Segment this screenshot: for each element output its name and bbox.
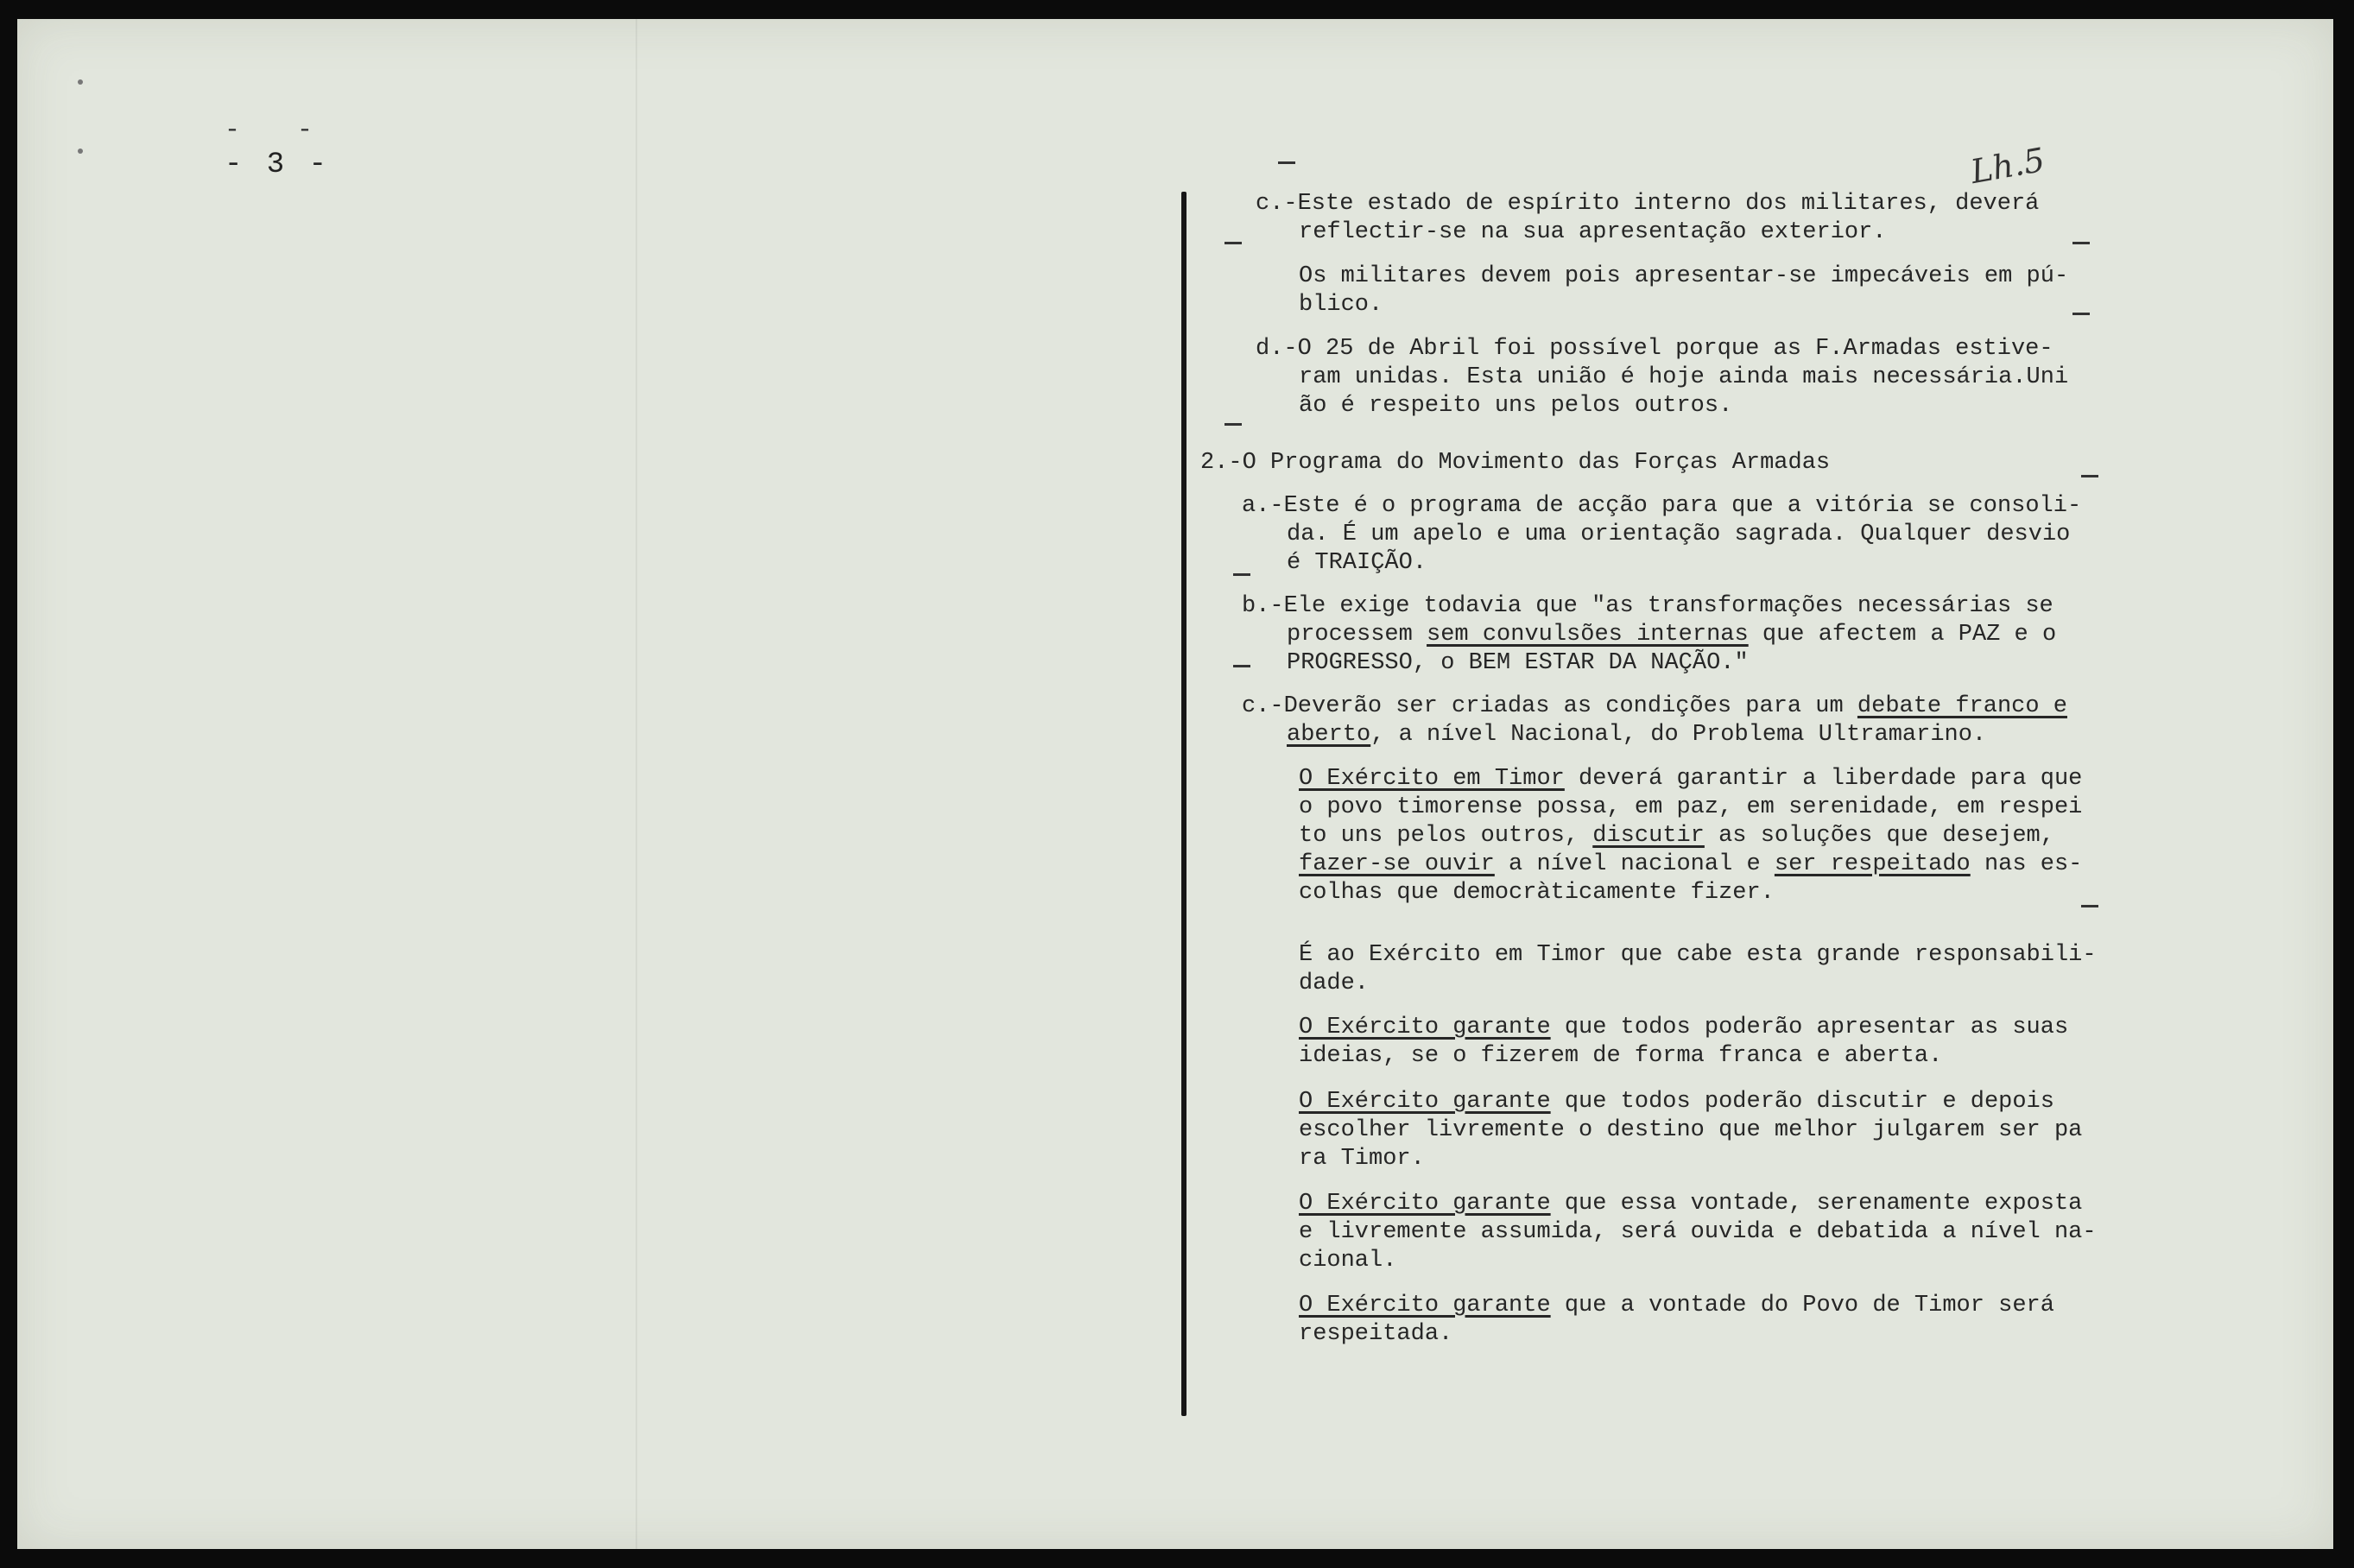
- handwritten-annotation: Lh.5: [1967, 140, 2048, 192]
- item-b-line-2: processem sem convulsões internas que afectem a PAZ e o: [1287, 622, 2057, 648]
- para-5-line-1: O Exército garante que essa vontade, serenamente exposta: [1299, 1191, 2083, 1217]
- underlined-text: O Exército garante: [1299, 1015, 1551, 1040]
- underlined-text: O Exército em Timor: [1299, 766, 1565, 792]
- tick-mark: [2072, 242, 2090, 244]
- tick-mark: [1233, 573, 1250, 576]
- underlined-text: aberto: [1287, 722, 1371, 748]
- item-a-line-1: a.-Este é o programa de acção para que a vitória se consoli-: [1242, 493, 2082, 519]
- underlined-text: discutir: [1592, 823, 1705, 849]
- tick-mark: [2081, 905, 2098, 907]
- tick-mark: [2081, 475, 2098, 477]
- item-c2-line-1: c.-Deverão ser criadas as condições para um debate franco e: [1242, 693, 2067, 719]
- para-1-line-4: fazer-se ouvir a nível nacional e ser respeitado nas es-: [1299, 851, 2083, 877]
- margin-vertical-line: [1181, 192, 1186, 1416]
- item-d-line-1: d.-O 25 de Abril foi possível porque as F.Armadas estive-: [1256, 336, 2053, 362]
- para-3-line-1: O Exército garante que todos poderão apresentar as suas: [1299, 1015, 2069, 1040]
- item-d-line-2: ram unidas. Esta união é hoje ainda mais necessária.Uni: [1299, 364, 2069, 390]
- para-4-line-1: O Exército garante que todos poderão discutir e depois: [1299, 1089, 2054, 1115]
- page-number: - 3 -: [225, 149, 331, 181]
- item-c-para-line-2: blico.: [1299, 292, 1383, 318]
- para-4-line-2: escolher livremente o destino que melhor julgarem ser pa: [1299, 1117, 2083, 1143]
- underlined-text: sem convulsões internas: [1427, 622, 1749, 648]
- tick-mark: [1224, 423, 1242, 426]
- item-b-line-3: PROGRESSO, o BEM ESTAR DA NAÇÃO.": [1287, 650, 1749, 676]
- item-c-line-1: c.-Este estado de espírito interno dos militares, deverá: [1256, 191, 2040, 217]
- underlined-text: O Exército garante: [1299, 1293, 1551, 1318]
- tick-mark: [1233, 665, 1250, 667]
- para-1-line-5: colhas que democràticamente fizer.: [1299, 880, 1775, 906]
- document-page: [17, 19, 2333, 1549]
- item-d-line-3: ão é respeito uns pelos outros.: [1299, 393, 1733, 419]
- para-6-line-1: O Exército garante que a vontade do Povo de Timor será: [1299, 1293, 2054, 1318]
- item-c2-line-2: aberto, a nível Nacional, do Problema Ultramarino.: [1287, 722, 1987, 748]
- item-c-para-line-1: Os militares devem pois apresentar-se impecáveis em pú-: [1299, 263, 2069, 289]
- page-fold: [636, 19, 637, 1549]
- margin-mark: [78, 79, 83, 85]
- top-marks: - -: [225, 116, 334, 145]
- item-a-line-3: é TRAIÇÃO.: [1287, 550, 1427, 576]
- underlined-text: debate franco e: [1857, 693, 2067, 719]
- para-2-line-1: É ao Exército em Timor que cabe esta grande responsabili-: [1299, 942, 2097, 968]
- para-1-line-3: to uns pelos outros, discutir as soluções que desejem,: [1299, 823, 2054, 849]
- underlined-text: O Exército garante: [1299, 1191, 1551, 1217]
- margin-mark: [78, 149, 83, 154]
- para-2-line-2: dade.: [1299, 971, 1370, 996]
- item-a-line-2: da. É um apelo e uma orientação sagrada. Qualquer desvio: [1287, 522, 2071, 547]
- para-1-line-2: o povo timorense possa, em paz, em serenidade, em respei: [1299, 794, 2083, 820]
- tick-mark: [2072, 313, 2090, 315]
- section-2-title: 2.-O Programa do Movimento das Forças Armadas: [1200, 450, 1831, 476]
- para-5-line-2: e livremente assumida, será ouvida e debatida a nível na-: [1299, 1219, 2097, 1245]
- item-b-line-1: b.-Ele exige todavia que "as transformações necessárias se: [1242, 593, 2053, 619]
- tick-mark: [1278, 161, 1295, 164]
- tick-mark: [1224, 242, 1242, 244]
- para-1-line-1: O Exército em Timor deverá garantir a liberdade para que: [1299, 766, 2083, 792]
- para-3-line-2: ideias, se o fizerem de forma franca e aberta.: [1299, 1043, 1943, 1069]
- para-5-line-3: cional.: [1299, 1248, 1397, 1274]
- item-c-line-2: reflectir-se na sua apresentação exterior.: [1299, 219, 1887, 245]
- underlined-text: O Exército garante: [1299, 1089, 1551, 1115]
- underlined-text: ser respeitado: [1774, 851, 1971, 877]
- para-6-line-2: respeitada.: [1299, 1321, 1453, 1347]
- para-4-line-3: ra Timor.: [1299, 1146, 1425, 1172]
- underlined-text: fazer-se ouvir: [1299, 851, 1495, 877]
